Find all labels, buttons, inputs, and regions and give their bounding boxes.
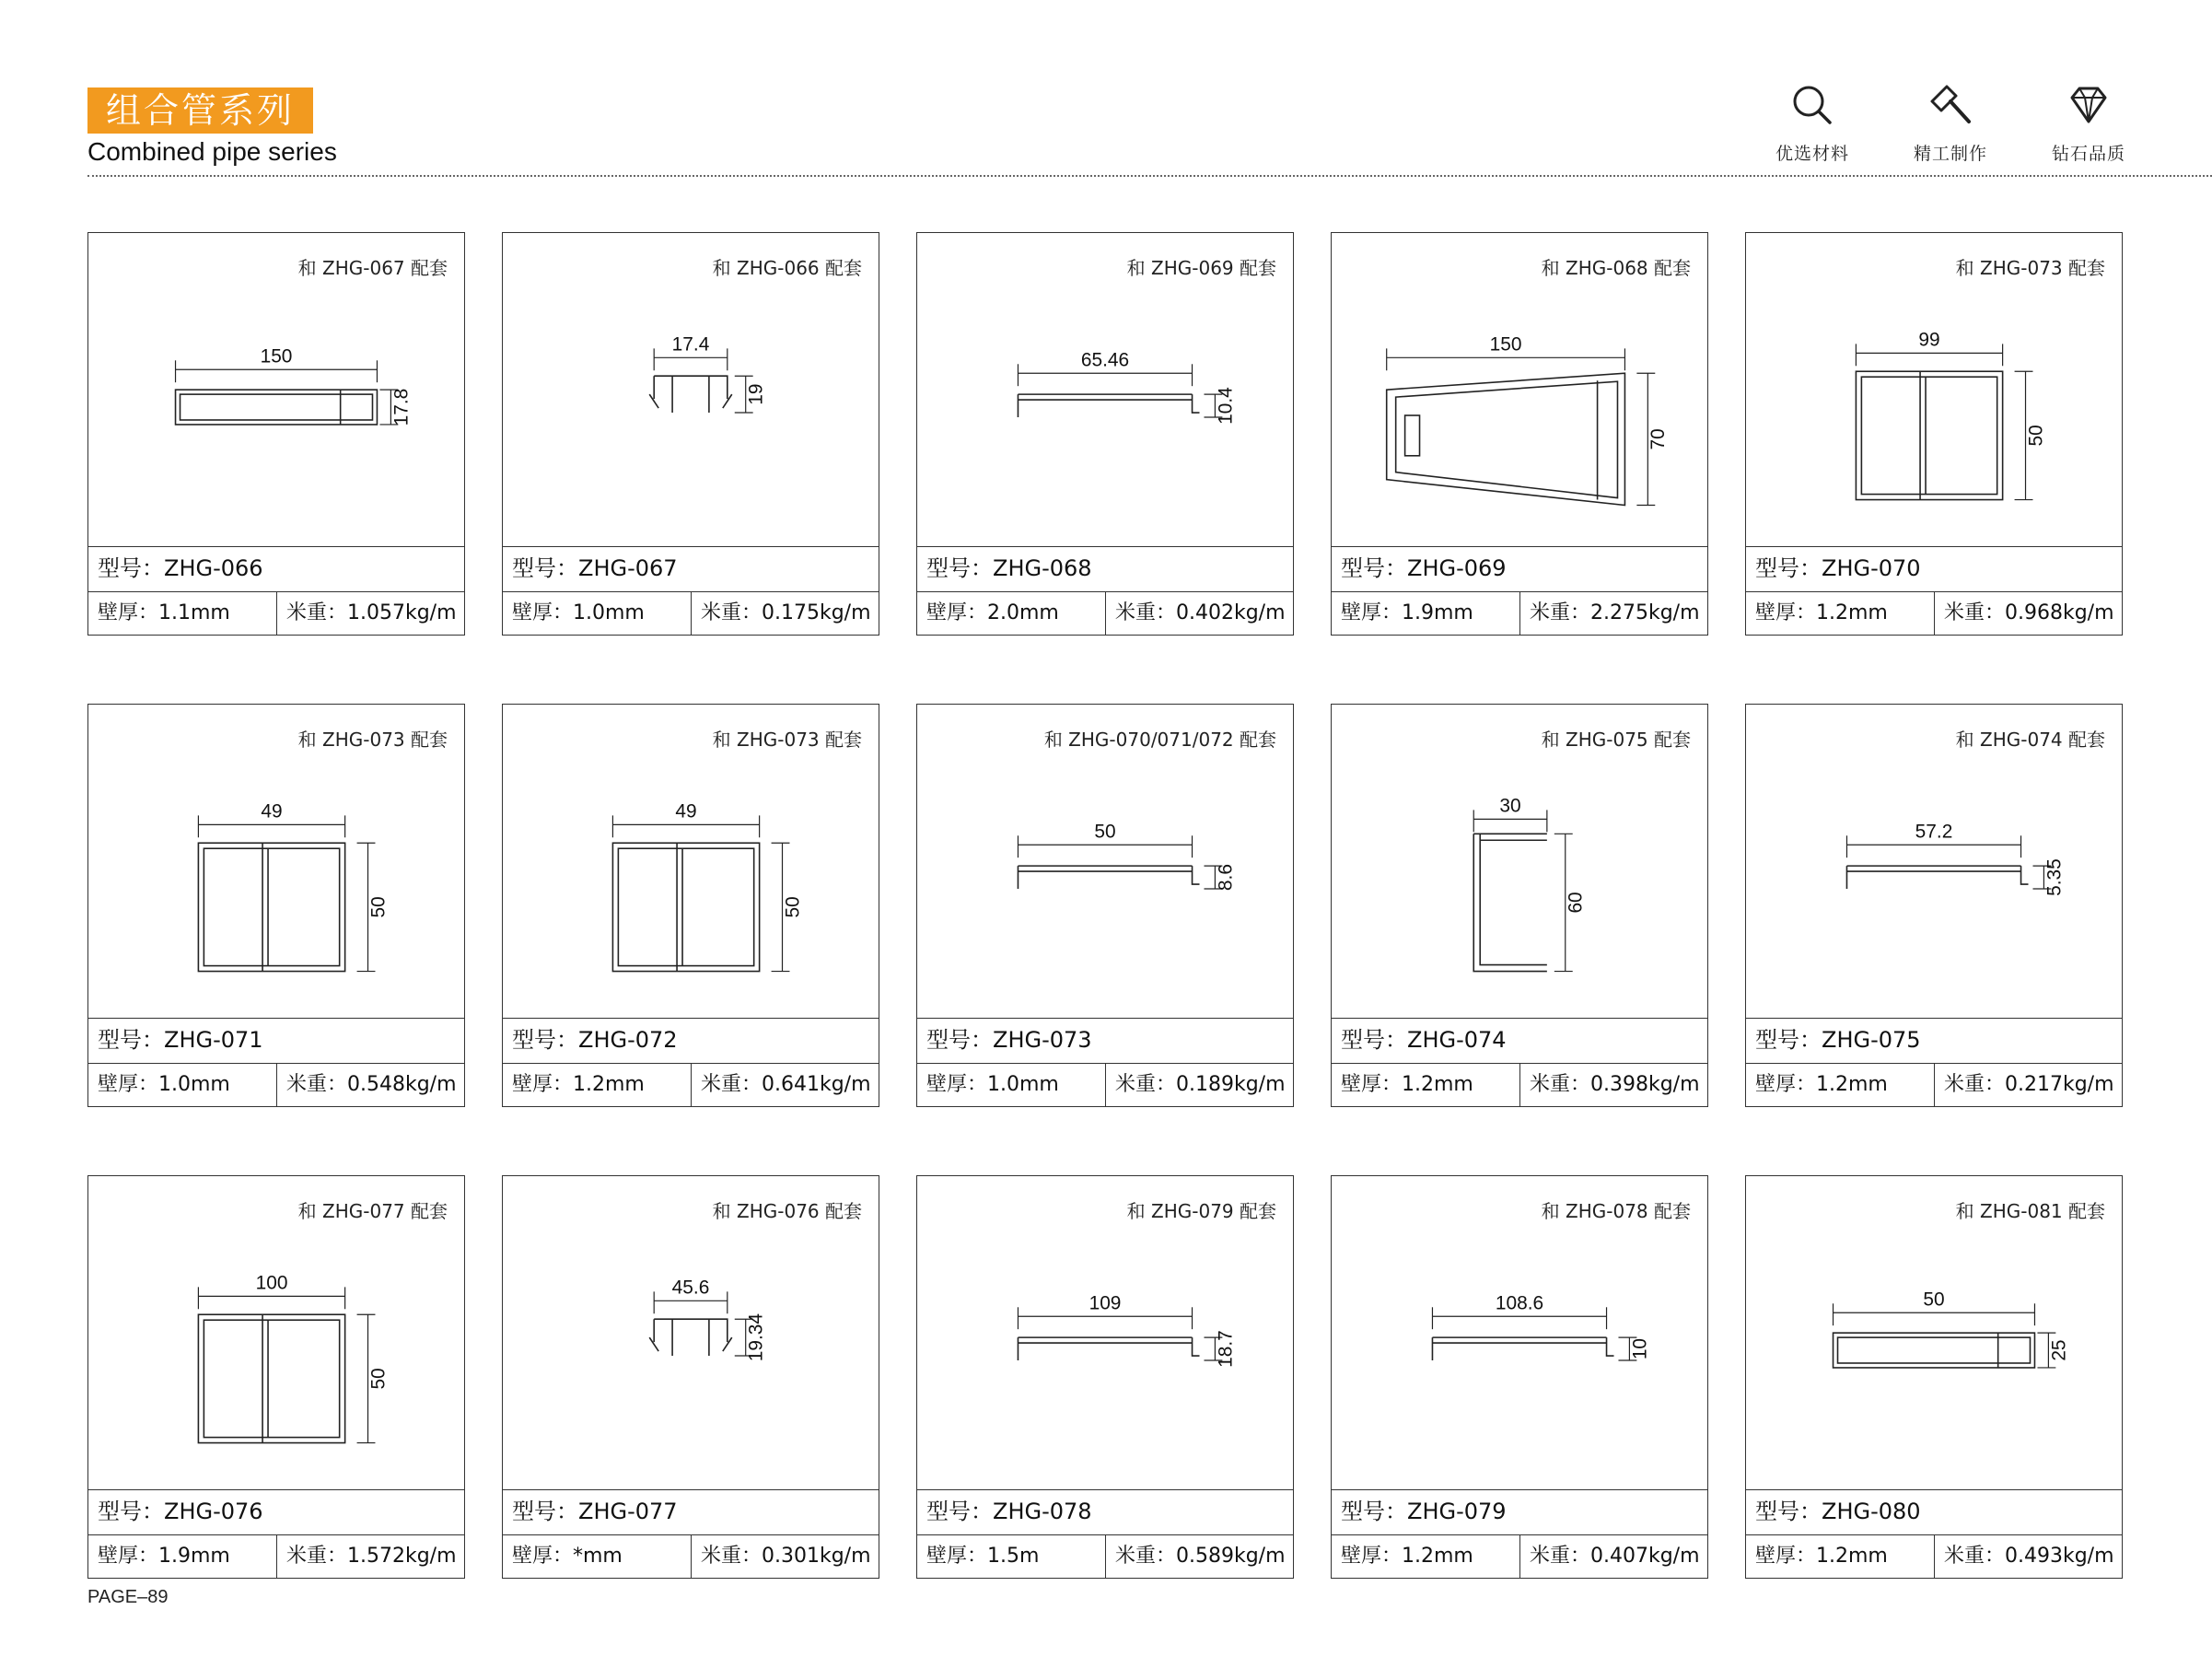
profile-drawing <box>503 1231 879 1489</box>
model-number: 型号：ZHG-069 <box>1332 546 1707 591</box>
spec-row <box>917 1534 1293 1579</box>
wall-thickness: 壁厚：1.5m <box>926 1545 1040 1568</box>
compatibility-note: 和 ZHG-073 配套 <box>712 729 862 751</box>
height-dimension-label: 5.35 <box>2043 858 2066 896</box>
profile-drawing <box>917 288 1293 546</box>
height-dimension-label: 50 <box>782 896 804 918</box>
meter-weight: 米重：2.275kg/m <box>1519 592 1707 636</box>
meter-weight: 米重：0.407kg/m <box>1519 1535 1707 1579</box>
wall-thickness: 壁厚：2.0mm <box>926 601 1059 624</box>
model-number: 型号：ZHG-074 <box>1332 1018 1707 1063</box>
wall-thickness: 壁厚：1.2mm <box>512 1073 645 1096</box>
profile-outline <box>1018 866 1199 889</box>
model-number: 型号：ZHG-077 <box>503 1489 879 1534</box>
width-dimension-label: 17.4 <box>671 333 710 356</box>
profile-outline <box>1856 371 2002 499</box>
width-dimension-label: 45.6 <box>671 1277 710 1299</box>
meter-weight: 米重：0.301kg/m <box>691 1535 879 1579</box>
wall-thickness: 壁厚：1.2mm <box>1341 1073 1473 1096</box>
feature-label: 优选材料 <box>1775 144 1849 164</box>
model-number: 型号：ZHG-080 <box>1746 1489 2122 1534</box>
feature-label: 精工制作 <box>1913 144 1987 164</box>
profile-outline <box>649 1319 732 1356</box>
height-dimension-label: 25 <box>2048 1339 2070 1361</box>
product-card <box>1331 1175 1708 1579</box>
profile-outline <box>176 390 378 425</box>
profile-outline <box>612 843 759 971</box>
wall-thickness: 壁厚：1.0mm <box>98 1073 230 1096</box>
meter-weight: 米重：1.057kg/m <box>276 592 464 636</box>
spec-row <box>1746 591 2122 636</box>
height-dimension-label: 60 <box>1565 892 1587 914</box>
spec-row <box>1746 1534 2122 1579</box>
spec-row <box>88 1063 464 1107</box>
spec-row <box>1332 1063 1707 1107</box>
compatibility-note: 和 ZHG-078 配套 <box>1541 1200 1691 1222</box>
product-card <box>1331 704 1708 1107</box>
width-dimension-label: 50 <box>1094 821 1116 843</box>
profile-outline <box>1018 1337 1199 1360</box>
page-subtitle: Combined pipe series <box>87 137 337 166</box>
compatibility-note: 和 ZHG-077 配套 <box>297 1200 448 1222</box>
width-dimension-label: 99 <box>1918 329 1940 351</box>
profile-drawing <box>88 288 464 546</box>
spec-row <box>503 1063 879 1107</box>
spec-row <box>1746 1063 2122 1107</box>
model-number: 型号：ZHG-071 <box>88 1018 464 1063</box>
meter-weight: 米重：0.493kg/m <box>1934 1535 2122 1579</box>
profile-outline <box>1387 373 1625 505</box>
feature-badges <box>1761 81 2140 165</box>
page-title-block <box>87 87 337 167</box>
profile-drawing <box>503 288 879 546</box>
model-number: 型号：ZHG-075 <box>1746 1018 2122 1063</box>
width-dimension-label: 65.46 <box>1080 349 1130 371</box>
profile-drawing <box>1332 760 1707 1018</box>
product-card <box>87 1175 465 1579</box>
model-number: 型号：ZHG-067 <box>503 546 879 591</box>
spec-row <box>88 1534 464 1579</box>
compatibility-note: 和 ZHG-073 配套 <box>297 729 448 751</box>
width-dimension-label: 49 <box>675 800 697 822</box>
product-card <box>87 704 465 1107</box>
profile-outline <box>1473 834 1547 971</box>
meter-weight: 米重：0.402kg/m <box>1105 592 1293 636</box>
profile-drawing <box>1746 1231 2122 1489</box>
profile-drawing <box>917 760 1293 1018</box>
height-dimension-label: 70 <box>1647 428 1670 450</box>
profile-drawing <box>1746 288 2122 546</box>
meter-weight: 米重：0.548kg/m <box>276 1064 464 1107</box>
spec-row <box>88 591 464 636</box>
page-title: 组合管系列 <box>87 87 313 134</box>
product-card <box>916 1175 1294 1579</box>
height-dimension-label: 50 <box>2025 425 2047 447</box>
model-number: 型号：ZHG-078 <box>917 1489 1293 1534</box>
profile-drawing <box>88 760 464 1018</box>
width-dimension-label: 49 <box>261 800 283 822</box>
spec-row <box>917 591 1293 636</box>
height-dimension-label: 10 <box>1629 1337 1651 1360</box>
compatibility-note: 和 ZHG-074 配套 <box>1955 729 2105 751</box>
meter-weight: 米重：0.175kg/m <box>691 592 879 636</box>
feature-quality <box>2037 81 2140 165</box>
profile-outline <box>649 376 732 413</box>
height-dimension-label: 10.4 <box>1215 387 1237 425</box>
wall-thickness: 壁厚：1.0mm <box>926 1073 1059 1096</box>
height-dimension-label: 18.7 <box>1215 1330 1237 1368</box>
height-dimension-label: 17.8 <box>390 388 413 426</box>
profile-drawing <box>1332 288 1707 546</box>
width-dimension-label: 150 <box>1489 333 1522 356</box>
product-card <box>916 232 1294 636</box>
width-dimension-label: 150 <box>260 345 293 367</box>
profile-drawing <box>88 1231 464 1489</box>
model-number: 型号：ZHG-066 <box>88 546 464 591</box>
spec-row <box>1332 1534 1707 1579</box>
width-dimension-label: 109 <box>1089 1292 1122 1314</box>
product-card <box>1331 232 1708 636</box>
profile-outline <box>1432 1337 1613 1360</box>
product-card <box>502 232 879 636</box>
height-dimension-label: 8.6 <box>1215 864 1237 892</box>
compatibility-note: 和 ZHG-075 配套 <box>1541 729 1691 751</box>
spec-row <box>917 1063 1293 1107</box>
page-number: PAGE–89 <box>87 1587 169 1607</box>
compatibility-note: 和 ZHG-067 配套 <box>297 257 448 279</box>
compatibility-note: 和 ZHG-070/071/072 配套 <box>1043 729 1276 751</box>
wall-thickness: 壁厚：1.9mm <box>98 1545 230 1568</box>
model-number: 型号：ZHG-068 <box>917 546 1293 591</box>
model-number: 型号：ZHG-079 <box>1332 1489 1707 1534</box>
spec-row <box>1332 591 1707 636</box>
model-number: 型号：ZHG-072 <box>503 1018 879 1063</box>
width-dimension-label: 30 <box>1499 795 1521 817</box>
product-card <box>502 704 879 1107</box>
width-dimension-label: 50 <box>1923 1289 1945 1311</box>
compatibility-note: 和 ZHG-073 配套 <box>1955 257 2105 279</box>
model-number: 型号：ZHG-070 <box>1746 546 2122 591</box>
profile-outline <box>198 1314 344 1442</box>
width-dimension-label: 100 <box>255 1272 288 1294</box>
hammer-icon <box>1927 81 1974 129</box>
feature-materials <box>1761 81 1864 165</box>
meter-weight: 米重：0.398kg/m <box>1519 1064 1707 1107</box>
spec-row <box>503 1534 879 1579</box>
product-card <box>87 232 465 636</box>
width-dimension-label: 108.6 <box>1495 1292 1544 1314</box>
header-divider <box>87 175 2212 177</box>
profile-outline <box>198 843 344 971</box>
height-dimension-label: 19 <box>745 383 767 405</box>
compatibility-note: 和 ZHG-076 配套 <box>712 1200 862 1222</box>
feature-craft <box>1899 81 2002 165</box>
profile-outline <box>1846 866 2028 889</box>
product-card <box>502 1175 879 1579</box>
profile-drawing <box>917 1231 1293 1489</box>
diamond-icon <box>2065 81 2113 129</box>
spec-row <box>503 591 879 636</box>
profile-drawing <box>1746 760 2122 1018</box>
height-dimension-label: 50 <box>367 896 390 918</box>
compatibility-note: 和 ZHG-069 配套 <box>1126 257 1276 279</box>
wall-thickness: 壁厚：1.1mm <box>98 601 230 624</box>
compatibility-note: 和 ZHG-068 配套 <box>1541 257 1691 279</box>
wall-thickness: 壁厚：1.0mm <box>512 601 645 624</box>
compatibility-note: 和 ZHG-081 配套 <box>1955 1200 2105 1222</box>
profile-drawing <box>503 760 879 1018</box>
wall-thickness: 壁厚：1.2mm <box>1341 1545 1473 1568</box>
width-dimension-label: 57.2 <box>1915 821 1953 843</box>
magnifier-icon <box>1788 81 1836 129</box>
product-card <box>916 704 1294 1107</box>
model-number: 型号：ZHG-073 <box>917 1018 1293 1063</box>
meter-weight: 米重：1.572kg/m <box>276 1535 464 1579</box>
profile-outline <box>1834 1333 2035 1368</box>
wall-thickness: 壁厚：1.2mm <box>1755 1073 1888 1096</box>
model-number: 型号：ZHG-076 <box>88 1489 464 1534</box>
product-card <box>1745 232 2123 636</box>
meter-weight: 米重：0.217kg/m <box>1934 1064 2122 1107</box>
meter-weight: 米重：0.189kg/m <box>1105 1064 1293 1107</box>
product-card <box>1745 1175 2123 1579</box>
wall-thickness: 壁厚：1.2mm <box>1755 1545 1888 1568</box>
wall-thickness: 壁厚：1.9mm <box>1341 601 1473 624</box>
profile-drawing <box>1332 1231 1707 1489</box>
meter-weight: 米重：0.589kg/m <box>1105 1535 1293 1579</box>
profile-outline <box>1018 394 1199 417</box>
product-card <box>1745 704 2123 1107</box>
meter-weight: 米重：0.641kg/m <box>691 1064 879 1107</box>
height-dimension-label: 50 <box>367 1368 390 1390</box>
height-dimension-label: 19.34 <box>745 1312 767 1362</box>
meter-weight: 米重：0.968kg/m <box>1934 592 2122 636</box>
compatibility-note: 和 ZHG-079 配套 <box>1126 1200 1276 1222</box>
feature-label: 钻石品质 <box>2051 144 2125 164</box>
wall-thickness: 壁厚：1.2mm <box>1755 601 1888 624</box>
compatibility-note: 和 ZHG-066 配套 <box>712 257 862 279</box>
wall-thickness: 壁厚：*mm <box>512 1545 623 1568</box>
